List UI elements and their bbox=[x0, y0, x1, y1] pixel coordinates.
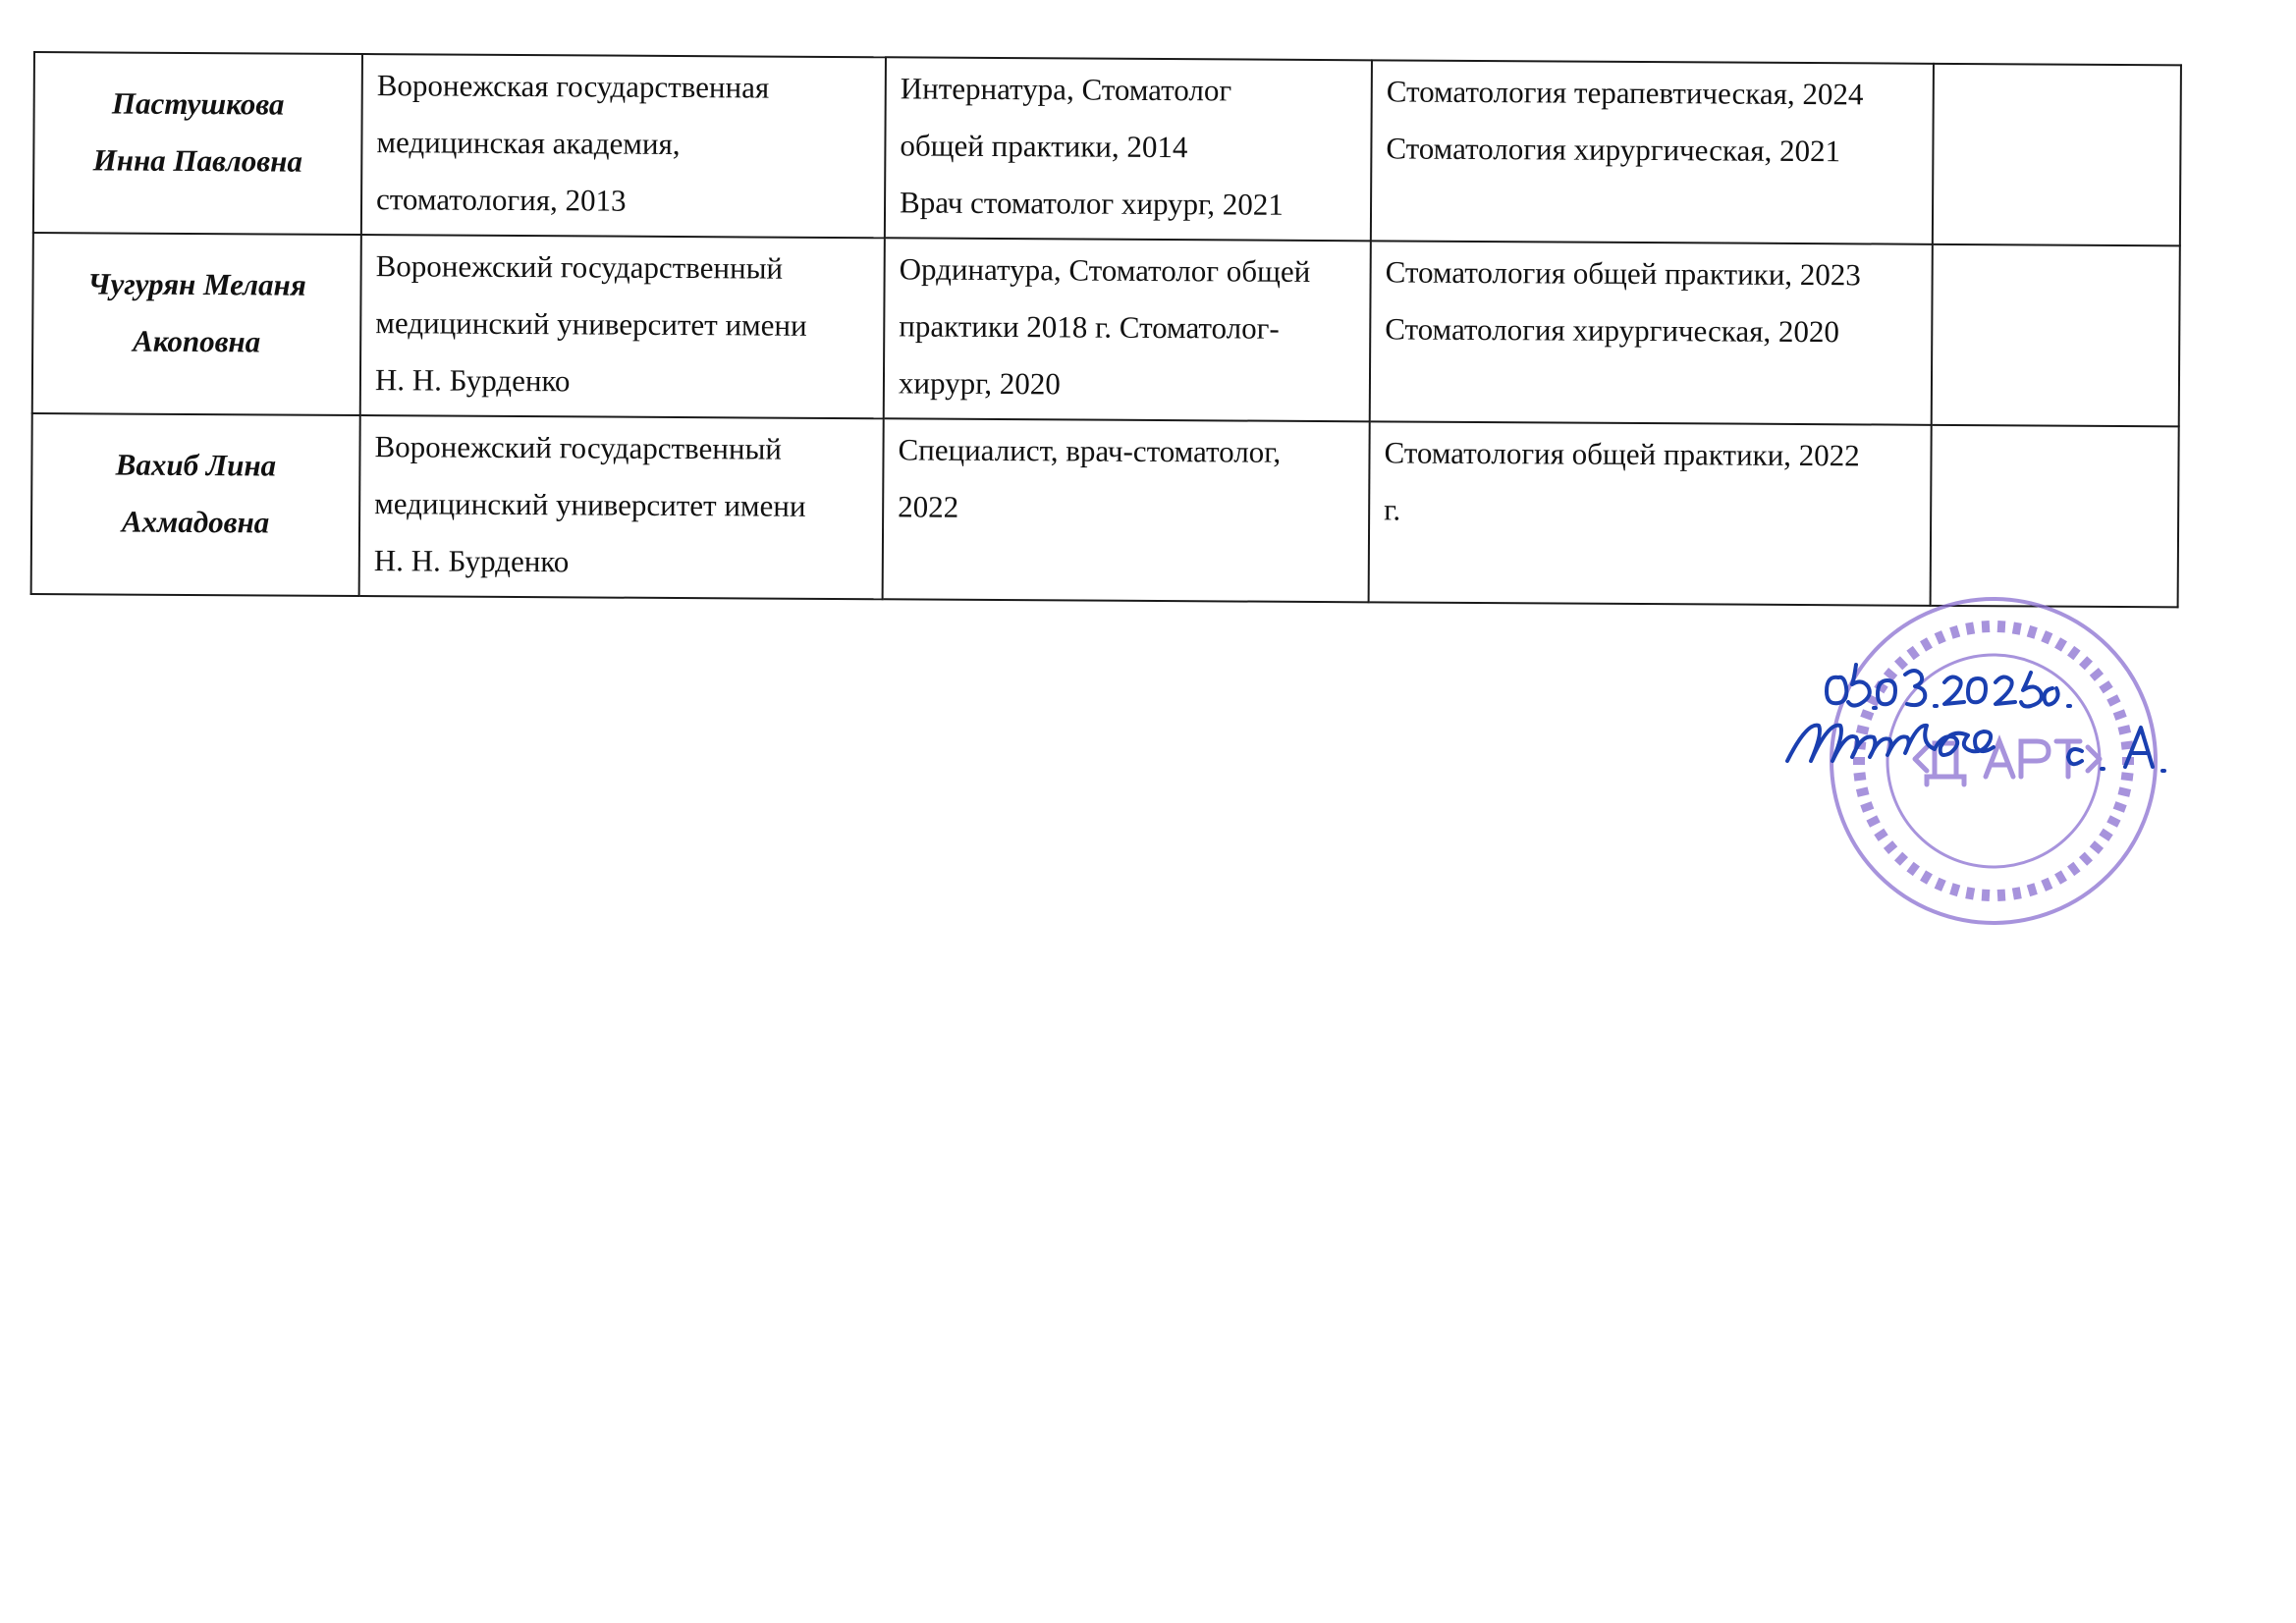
stamp-ring-glyph bbox=[2027, 883, 2038, 896]
seal-and-signature bbox=[1768, 584, 2180, 938]
stamp-ring-glyph bbox=[1949, 625, 1960, 639]
stamp-ring-glyph bbox=[1866, 815, 1880, 828]
employee-name-line: Ахмадовна bbox=[121, 504, 270, 540]
education-line: стоматология, 2013 bbox=[375, 182, 627, 218]
handwritten-signature bbox=[1787, 665, 2164, 771]
stamp-ring-glyph bbox=[2090, 668, 2104, 681]
stamp-ring-glyph bbox=[1997, 890, 2006, 901]
employee-name-line: Инна Павловна bbox=[92, 142, 303, 179]
stamp-ring-glyph bbox=[1920, 637, 1933, 651]
education-line: Н. Н. Бурденко bbox=[373, 543, 570, 579]
stamp-ring-glyph bbox=[1874, 829, 1887, 841]
stamp-ring-glyph bbox=[2041, 630, 2052, 644]
stamp-ring-glyph bbox=[1965, 622, 1975, 634]
certificates-cell bbox=[1369, 421, 1932, 605]
postgraduate-line: Врач стоматолог хирург, 2021 bbox=[899, 185, 1284, 222]
stamp-ring-glyph bbox=[1856, 725, 1870, 735]
stamp-ring-glyph bbox=[2054, 870, 2067, 884]
postgraduate-line: практики 2018 г. Стоматолог- bbox=[899, 308, 1280, 346]
education-cell bbox=[361, 54, 886, 238]
education-line: Н. Н. Бурденко bbox=[374, 362, 571, 399]
stamp-ring-glyph bbox=[1906, 862, 1920, 876]
stamp-ring-glyph bbox=[2027, 625, 2038, 639]
stamp-ring-glyph bbox=[2054, 637, 2067, 651]
education-line: медицинский университет имени bbox=[375, 305, 807, 343]
education-line: Воронежский государственный bbox=[374, 429, 783, 466]
table-row bbox=[31, 413, 2179, 607]
postgraduate-line: Ординатура, Стоматолог общей bbox=[899, 251, 1311, 289]
signature-date-strokes bbox=[1827, 665, 2070, 708]
stamp-ring-glyph bbox=[2113, 709, 2127, 721]
stamp-ring-glyph bbox=[1949, 883, 1960, 896]
table-row bbox=[32, 233, 2180, 426]
postgraduate-cell bbox=[885, 57, 1372, 241]
stamp-ring-glyph bbox=[2121, 772, 2134, 781]
stamp-ring-glyph bbox=[2067, 862, 2081, 876]
stamp-ring-glyph bbox=[2106, 815, 2120, 828]
employee-name-line: Пастушкова bbox=[111, 85, 285, 122]
stamp-ring-glyph bbox=[2090, 840, 2104, 854]
stamp-ring-glyph bbox=[1906, 646, 1920, 660]
employee-name-cell bbox=[31, 413, 360, 596]
notes-cell bbox=[1932, 244, 2180, 427]
stamp-ring-glyph bbox=[2041, 878, 2052, 892]
stamp-ring-glyph bbox=[2106, 694, 2120, 707]
education-line: Воронежский государственный bbox=[375, 248, 784, 286]
table-row bbox=[33, 52, 2181, 245]
notes-cell bbox=[1931, 425, 2179, 608]
postgraduate-cell bbox=[883, 418, 1370, 602]
stamp-ring-glyph bbox=[1860, 709, 1874, 721]
stamp-ring-glyph bbox=[2079, 656, 2093, 670]
signature-name-strokes bbox=[1787, 726, 2164, 771]
stamp-ring-glyph bbox=[1920, 870, 1933, 884]
postgraduate-line: 2022 bbox=[898, 489, 959, 524]
stamp-ring-glyph bbox=[1982, 890, 1991, 901]
employee-name-cell bbox=[33, 52, 362, 235]
stamp-ring-glyph bbox=[2113, 801, 2127, 813]
education-cell bbox=[359, 415, 884, 599]
education-line: медицинский университет имени bbox=[374, 486, 806, 523]
stamp-ring-glyph bbox=[2118, 786, 2132, 797]
stamp-ring-glyph bbox=[2012, 887, 2022, 899]
certificate-line: Стоматология терапевтическая, 2024 bbox=[1386, 74, 1864, 112]
employee-name-line: Вахиб Лина bbox=[115, 447, 277, 483]
stamp-ring-glyph bbox=[1997, 621, 2006, 632]
stamp-ring-glyph bbox=[1853, 757, 1865, 765]
stamp-ring-glyph bbox=[2067, 646, 2081, 660]
stamp-seal bbox=[1831, 599, 2156, 923]
stamp-ring-glyph bbox=[2079, 852, 2093, 866]
employee-name-line: Чугурян Меланя bbox=[87, 266, 306, 302]
postgraduate-cell bbox=[884, 238, 1371, 421]
stamp-ring-glyph bbox=[1856, 786, 1870, 797]
stamp-ring-glyph bbox=[1894, 656, 1908, 670]
stamp-ring-glyph bbox=[1853, 772, 1866, 781]
postgraduate-line: хирург, 2020 bbox=[898, 365, 1061, 402]
stamp-ring-glyph bbox=[1935, 630, 1946, 644]
employee-name-line: Акоповна bbox=[133, 323, 261, 359]
postgraduate-line: Интернатура, Стоматолог bbox=[900, 71, 1232, 108]
stamp-ring-glyph bbox=[1935, 878, 1946, 892]
certificate-line: г. bbox=[1384, 492, 1401, 527]
education-line: медицинская академия, bbox=[376, 125, 681, 162]
education-line: Воронежская государственная bbox=[376, 68, 770, 105]
stamp-ring-glyph bbox=[1982, 621, 1991, 632]
stamp-ring-glyph bbox=[2099, 680, 2112, 693]
stamp-ring-glyph bbox=[2099, 829, 2112, 841]
stamp-ring-glyph bbox=[2012, 622, 2022, 634]
stamp-ring-glyph bbox=[1884, 840, 1897, 854]
postgraduate-line: общей практики, 2014 bbox=[900, 128, 1188, 165]
employee-name-cell bbox=[32, 233, 361, 415]
stamp-ring-glyph bbox=[1860, 801, 1874, 813]
certificate-line: Стоматология общей практики, 2022 bbox=[1384, 435, 1860, 473]
stamp-ring-glyph bbox=[1894, 852, 1908, 866]
staff-qualifications-table bbox=[30, 51, 2182, 608]
stamp-ring-glyph bbox=[1965, 887, 1975, 899]
certificate-line: Стоматология хирургическая, 2020 bbox=[1385, 311, 1840, 350]
education-cell bbox=[360, 235, 885, 418]
postgraduate-line: Специалист, врач-стоматолог, bbox=[898, 432, 1282, 469]
notes-cell bbox=[1933, 64, 2181, 246]
certificate-line: Стоматология хирургическая, 2021 bbox=[1386, 131, 1841, 169]
certificates-cell bbox=[1370, 241, 1933, 424]
certificate-line: Стоматология общей практики, 2023 bbox=[1385, 254, 1861, 293]
certificates-cell bbox=[1371, 60, 1934, 243]
stamp-ring-glyph bbox=[2118, 725, 2132, 735]
